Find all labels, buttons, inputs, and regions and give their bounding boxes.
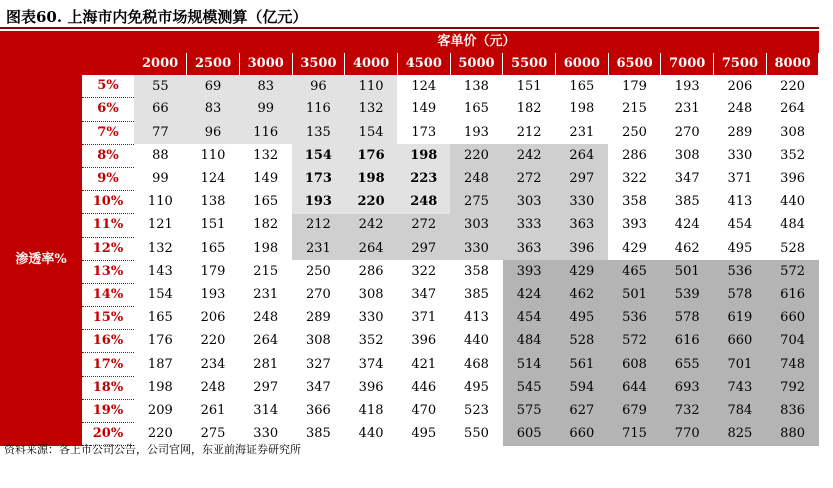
table-cell: 110: [147, 194, 173, 210]
page-title: 图表60. 上海市内免税市场规模测算（亿元）: [6, 8, 308, 26]
table-cell: 248: [450, 167, 503, 190]
table-cell: 96: [187, 121, 240, 144]
table-cell: 303: [503, 191, 556, 214]
row-header: 20%: [82, 423, 134, 446]
table-cell: 220: [780, 78, 805, 94]
table-cell: 289: [305, 310, 331, 326]
table-row: [0, 191, 819, 214]
row-header: 12%: [82, 237, 134, 260]
table-cell: 242: [503, 144, 556, 167]
table-cell: 322: [411, 263, 437, 279]
table-cell: 495: [727, 240, 753, 256]
table-cell: 165: [464, 101, 489, 117]
table-cell: 165: [147, 310, 173, 326]
table-cell: 393: [503, 260, 556, 283]
table-cell: 578: [661, 307, 714, 330]
table-cell: 660: [556, 423, 609, 446]
table-corner: [0, 53, 82, 75]
table-cell: 770: [661, 423, 714, 446]
table-cell: 352: [358, 333, 384, 349]
table-cell: 468: [464, 356, 489, 372]
table-cell: 206: [200, 310, 226, 326]
table-cell: 743: [714, 376, 767, 399]
table-cell: 151: [516, 78, 542, 94]
table-cell: 264: [345, 237, 398, 260]
table-cell: 352: [780, 147, 805, 163]
table-cell: 347: [411, 286, 437, 302]
table-cell: 484: [780, 217, 805, 233]
column-header: 6500: [608, 53, 661, 75]
market-size-table: [0, 31, 819, 446]
row-header: 10%: [82, 191, 134, 214]
table-cell: 143: [147, 263, 173, 279]
table-cell: 250: [622, 124, 647, 140]
table-cell: 206: [727, 78, 753, 94]
table-cell: 220: [345, 191, 398, 214]
table-cell: 514: [503, 353, 556, 376]
column-header: 5500: [503, 53, 556, 75]
table-cell: 264: [556, 144, 609, 167]
table-cell: 124: [411, 78, 437, 94]
table-cell: 132: [253, 147, 279, 163]
table-cell: 396: [780, 171, 805, 187]
table-cell: 281: [253, 356, 279, 372]
table-cell: 545: [503, 376, 556, 399]
table-cell: 308: [674, 147, 700, 163]
table-cell: 454: [727, 217, 753, 233]
table-cell: 732: [661, 399, 714, 422]
table-cell: 462: [674, 240, 700, 256]
table-cell: 465: [608, 260, 661, 283]
table-cell: 308: [358, 286, 384, 302]
table-cell: 96: [292, 75, 345, 98]
table-cell: 231: [569, 124, 595, 140]
table-cell: 572: [608, 330, 661, 353]
table-cell: 701: [714, 353, 767, 376]
table-cell: 616: [661, 330, 714, 353]
table-cell: 220: [450, 144, 503, 167]
table-cell: 495: [464, 379, 489, 395]
table-cell: 272: [397, 214, 450, 237]
table-cell: 248: [253, 310, 279, 326]
table-cell: 413: [727, 194, 753, 210]
table-cell: 561: [556, 353, 609, 376]
table-cell: 396: [411, 333, 437, 349]
table-cell: 132: [345, 98, 398, 121]
table-cell: 231: [253, 286, 279, 302]
table-cell: 784: [714, 399, 767, 422]
table-cell: 179: [622, 78, 647, 94]
row-header: 18%: [82, 376, 134, 399]
table-cell: 286: [358, 263, 384, 279]
table-cell: 627: [556, 399, 609, 422]
table-cell: 880: [766, 423, 819, 446]
table-cell: 424: [503, 283, 556, 306]
table-cell: 608: [608, 353, 661, 376]
table-cell: 693: [661, 376, 714, 399]
table-cell: 792: [766, 376, 819, 399]
column-header: 3500: [292, 53, 345, 75]
table-cell: 550: [464, 426, 489, 442]
table-cell: 110: [345, 75, 398, 98]
table-cell: 605: [503, 423, 556, 446]
table-cell: 330: [727, 147, 753, 163]
table-cell: 308: [780, 124, 805, 140]
table-cell: 135: [292, 121, 345, 144]
table-cell: 116: [239, 121, 292, 144]
table-cell: 429: [556, 260, 609, 283]
table-cell: 83: [239, 75, 292, 98]
table-cell: 99: [239, 98, 292, 121]
row-header: 15%: [82, 307, 134, 330]
column-header: 6000: [556, 53, 609, 75]
table-cell: 454: [503, 307, 556, 330]
table-cell: 536: [608, 307, 661, 330]
table-cell: 333: [503, 214, 556, 237]
table-cell: 330: [358, 310, 384, 326]
table-corner: [82, 53, 134, 75]
table-cell: 198: [253, 240, 279, 256]
column-header: 2500: [187, 53, 240, 75]
column-header: 3000: [239, 53, 292, 75]
row-header: 13%: [82, 260, 134, 283]
table-cell: 418: [358, 402, 384, 418]
table-cell: 212: [516, 124, 542, 140]
table-cell: 149: [411, 101, 437, 117]
table-cell: 539: [661, 283, 714, 306]
row-header: 16%: [82, 330, 134, 353]
table-cell: 501: [661, 260, 714, 283]
table-cell: 358: [464, 263, 489, 279]
table-cell: 138: [464, 78, 489, 94]
table-cell: 297: [397, 237, 450, 260]
table-cell: 616: [766, 283, 819, 306]
row-header: 7%: [82, 121, 134, 144]
table-cell: 275: [200, 426, 226, 442]
table-cell: 198: [345, 167, 398, 190]
table-cell: 132: [147, 240, 173, 256]
title-divider: [0, 27, 819, 29]
table-cell: 124: [200, 171, 226, 187]
table-cell: 396: [358, 379, 384, 395]
table-cell: 270: [305, 286, 331, 302]
column-header-row: [0, 53, 819, 75]
table-cell: 215: [622, 101, 647, 117]
table-cell: 429: [622, 240, 647, 256]
table-cell: 322: [622, 171, 647, 187]
table-cell: 748: [766, 353, 819, 376]
table-cell: 308: [305, 333, 331, 349]
table-cell: 660: [766, 307, 819, 330]
table-cell: 176: [345, 144, 398, 167]
table-cell: 715: [608, 423, 661, 446]
table-cell: 182: [253, 217, 279, 233]
source-note: 资料来源：各上市公司公告，公司官网，东亚前海证券研究所: [4, 443, 301, 456]
table-row: [0, 214, 819, 237]
table-cell: 440: [358, 426, 384, 442]
table-cell: 470: [411, 402, 437, 418]
table-cell: 110: [200, 147, 226, 163]
table-cell: 261: [200, 402, 226, 418]
table-cell: 363: [556, 214, 609, 237]
table-cell: 77: [134, 121, 187, 144]
table-cell: 644: [608, 376, 661, 399]
table-cell: 154: [147, 286, 173, 302]
table-cell: 523: [464, 402, 489, 418]
table-cell: 179: [200, 263, 226, 279]
table-cell: 193: [674, 78, 700, 94]
table-cell: 264: [253, 333, 279, 349]
table-cell: 575: [503, 399, 556, 422]
table-cell: 193: [292, 191, 345, 214]
table-row: [0, 399, 819, 422]
table-cell: 495: [411, 426, 437, 442]
table-cell: 660: [714, 330, 767, 353]
table-row: [0, 121, 819, 144]
table-cell: 297: [556, 167, 609, 190]
table-cell: 220: [147, 426, 173, 442]
table-cell: 215: [253, 263, 279, 279]
table-cell: 212: [292, 214, 345, 237]
table-cell: 223: [397, 167, 450, 190]
table-cell: 154: [292, 144, 345, 167]
table-cell: 151: [200, 217, 226, 233]
table-cell: 413: [464, 310, 489, 326]
table-cell: 193: [464, 124, 489, 140]
table-cell: 704: [766, 330, 819, 353]
table-row: [0, 167, 819, 190]
table-cell: 272: [503, 167, 556, 190]
table-cell: 371: [727, 171, 753, 187]
table-cell: 446: [411, 379, 437, 395]
column-header: 4000: [345, 53, 398, 75]
table-cell: 88: [152, 147, 169, 163]
table-cell: 327: [305, 356, 331, 372]
row-header: 5%: [82, 75, 134, 98]
table-cell: 173: [411, 124, 437, 140]
table-cell: 187: [147, 356, 173, 372]
table-cell: 234: [200, 356, 226, 372]
row-header: 19%: [82, 399, 134, 422]
table-cell: 385: [464, 286, 489, 302]
row-header: 9%: [82, 167, 134, 190]
table-cell: 501: [608, 283, 661, 306]
table-cell: 421: [411, 356, 437, 372]
table-cell: 594: [556, 376, 609, 399]
table-cell: 209: [147, 402, 173, 418]
table-row: [0, 144, 819, 167]
row-header: 11%: [82, 214, 134, 237]
table-cell: 825: [714, 423, 767, 446]
row-header: 6%: [82, 98, 134, 121]
table-cell: 121: [147, 217, 173, 233]
table-cell: 578: [714, 283, 767, 306]
table-cell: 679: [608, 399, 661, 422]
table-cell: 165: [569, 78, 595, 94]
table-cell: 198: [147, 379, 173, 395]
table-cell: 69: [187, 75, 240, 98]
row-axis-label: 渗透率%: [0, 75, 82, 446]
table-cell: 138: [200, 194, 226, 210]
table-cell: 347: [674, 171, 700, 187]
column-header: 7000: [661, 53, 714, 75]
table-cell: 330: [253, 426, 279, 442]
column-header: 7500: [714, 53, 767, 75]
table-cell: 393: [622, 217, 647, 233]
table-cell: 154: [345, 121, 398, 144]
table-cell: 165: [253, 194, 279, 210]
table-cell: 66: [134, 98, 187, 121]
table-cell: 396: [556, 237, 609, 260]
table-cell: 83: [187, 98, 240, 121]
table-cell: 248: [397, 191, 450, 214]
column-header: 2000: [134, 53, 187, 75]
table-cell: 528: [556, 330, 609, 353]
table-cell: 363: [503, 237, 556, 260]
table-cell: 440: [464, 333, 489, 349]
table-cell: 462: [556, 283, 609, 306]
table-row: [0, 260, 819, 283]
table-cell: 330: [450, 237, 503, 260]
table-cell: 303: [450, 214, 503, 237]
row-header: 17%: [82, 353, 134, 376]
column-axis-label: 客单价（元）: [134, 31, 819, 53]
table-cell: 231: [292, 237, 345, 260]
table-cell: 275: [450, 191, 503, 214]
table-cell: 572: [766, 260, 819, 283]
table-cell: 193: [200, 286, 226, 302]
table-corner: [0, 31, 134, 53]
table-cell: 264: [780, 101, 805, 117]
table-cell: 220: [200, 333, 226, 349]
table-cell: 286: [622, 147, 647, 163]
table-cell: 250: [305, 263, 331, 279]
table-cell: 248: [727, 101, 753, 117]
table-cell: 385: [305, 426, 331, 442]
table-cell: 655: [661, 353, 714, 376]
table-cell: 374: [358, 356, 384, 372]
table-cell: 619: [714, 307, 767, 330]
table-cell: 347: [305, 379, 331, 395]
table-cell: 248: [200, 379, 226, 395]
table-row: [0, 307, 819, 330]
table-cell: 358: [622, 194, 647, 210]
table-row: [0, 283, 819, 306]
table-cell: 314: [253, 402, 279, 418]
table-cell: 198: [397, 144, 450, 167]
table-cell: 330: [556, 191, 609, 214]
table-cell: 836: [766, 399, 819, 422]
table-row: [0, 376, 819, 399]
table-cell: 484: [503, 330, 556, 353]
table-cell: 176: [147, 333, 173, 349]
column-header: 8000: [766, 53, 819, 75]
table-cell: 173: [292, 167, 345, 190]
table-row: [0, 330, 819, 353]
market-size-table-container: [0, 31, 819, 446]
table-row: [0, 98, 819, 121]
table-cell: 297: [253, 379, 279, 395]
column-header: 5000: [450, 53, 503, 75]
table-cell: 528: [780, 240, 805, 256]
table-row: [0, 75, 819, 98]
table-row: [0, 353, 819, 376]
table-cell: 270: [674, 124, 700, 140]
table-cell: 242: [345, 214, 398, 237]
table-cell: 371: [411, 310, 437, 326]
table-cell: 116: [292, 98, 345, 121]
table-cell: 149: [253, 171, 279, 187]
table-cell: 198: [569, 101, 595, 117]
table-cell: 182: [516, 101, 542, 117]
table-cell: 289: [727, 124, 753, 140]
table-cell: 536: [714, 260, 767, 283]
table-cell: 366: [305, 402, 331, 418]
row-header: 14%: [82, 283, 134, 306]
column-header: 4500: [397, 53, 450, 75]
table-cell: 99: [152, 171, 169, 187]
table-cell: 385: [674, 194, 700, 210]
table-cell: 55: [134, 75, 187, 98]
table-row: [0, 237, 819, 260]
table-cell: 495: [556, 307, 609, 330]
table-cell: 440: [780, 194, 805, 210]
table-cell: 165: [200, 240, 226, 256]
table-cell: 231: [674, 101, 700, 117]
row-header: 8%: [82, 144, 134, 167]
table-cell: 424: [674, 217, 700, 233]
